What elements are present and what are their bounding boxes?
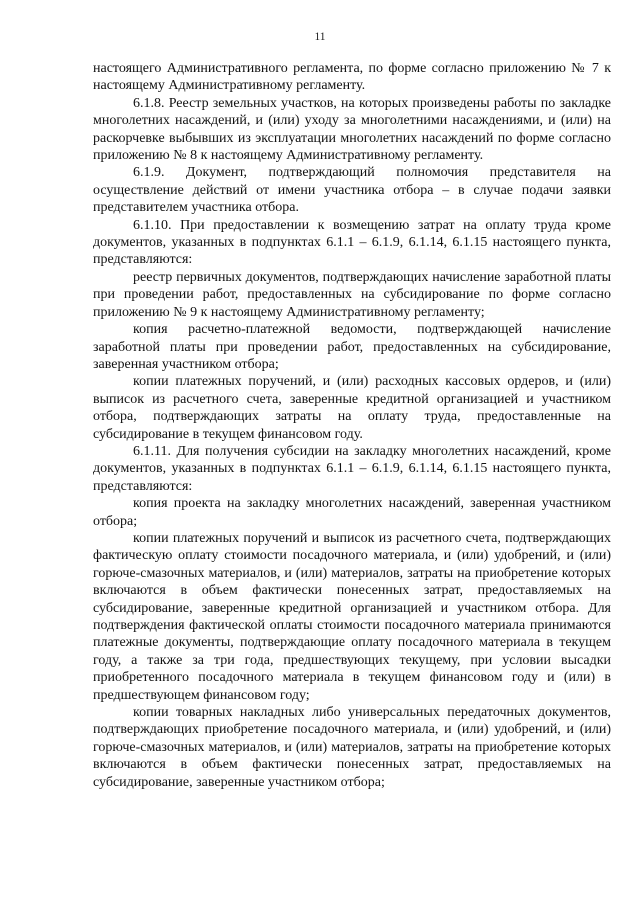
paragraph: настоящего Административного регламента, по форме согласно приложению № 7 к настоящему Административному регламенту. <box>93 61 611 94</box>
paragraph: 6.1.10. При предоставлении к возмещению затрат на оплату труда кроме документов, указанных в подпунктах 6.1.1 – 6.1.9, 6.1.14, 6.1.15 настоящего пункта, представляются: <box>93 217 611 268</box>
paragraph: 6.1.8. Реестр земельных участков, на которых произведены работы по закладке многолетних насаждений, и (или) уходу за многолетними насаждениями, и (или) на раскорчевке выбывших из эксплуатации многолетних насаждений по форме согласно приложению № 8 к настоящему Административному регламенту. <box>93 95 611 164</box>
paragraph: копия расчетно-платежной ведомости, подтверждающей начисление заработной платы при проведении работ, предоставленных на субсидирование, заверенная участником отбора; <box>93 322 611 372</box>
paragraph: 6.1.9. Документ, подтверждающий полномочия представителя на осуществление действий от имени участника отбора – в случае подачи заявки представителем участника отбора. <box>93 165 611 216</box>
page-number: 11 <box>314 31 326 43</box>
paragraph: копия проекта на закладку многолетних насаждений, заверенная участником отбора; <box>93 496 611 529</box>
paragraph: 6.1.11. Для получения субсидии на закладку многолетних насаждений, кроме документов, указанных в подпунктах 6.1.1 – 6.1.9, 6.1.14, 6.1.15 настоящего пункта, представляются: <box>93 443 611 494</box>
paragraph: копии платежных поручений и выписок из расчетного счета, подтверждающих фактическую оплату стоимости посадочного материала, и (или) удобрений, и (или) горюче-смазочных материалов, и (или) материалов, затраты на приобретение которых включаются в объем фактически понесенных затрат, предоставляемых на субсидирование, заверенные кредитной организацией и участником отбора. Для подтверждения фактической оплаты стоимости посадочного материала принимаются платежные документы, подтверждающие оплату посадочного материала в текущем году, а также за три года, предшествующих текущему, при условии высадки приобретенного посадочного материала в текущем финансовом году и (или) в предшествующем финансовом году; <box>93 530 611 703</box>
paragraph: копии товарных накладных либо универсальных передаточных документов, подтверждающих приобретение посадочного материала, и (или) удобрений, и (или) горюче-смазочных материалов, и (или) материалов, затраты на приобретение которых включаются в объем фактически понесенных затрат, предоставляемых на субсидирование, заверенные участником отбора; <box>93 705 611 790</box>
paragraph: копии платежных поручений, и (или) расходных кассовых ордеров, и (или) выписок из расчетного счета, заверенные кредитной организацией и участником отбора, подтверждающих затраты на оплату труда, предоставленные на субсидирование в текущем финансовом году. <box>93 374 611 442</box>
document-body-text <box>93 60 611 791</box>
paragraph: реестр первичных документов, подтверждающих начисление заработной платы при проведении работ, предоставленных на субсидирование по форме согласно приложению № 9 к настоящему Административному регламенту; <box>93 269 611 320</box>
